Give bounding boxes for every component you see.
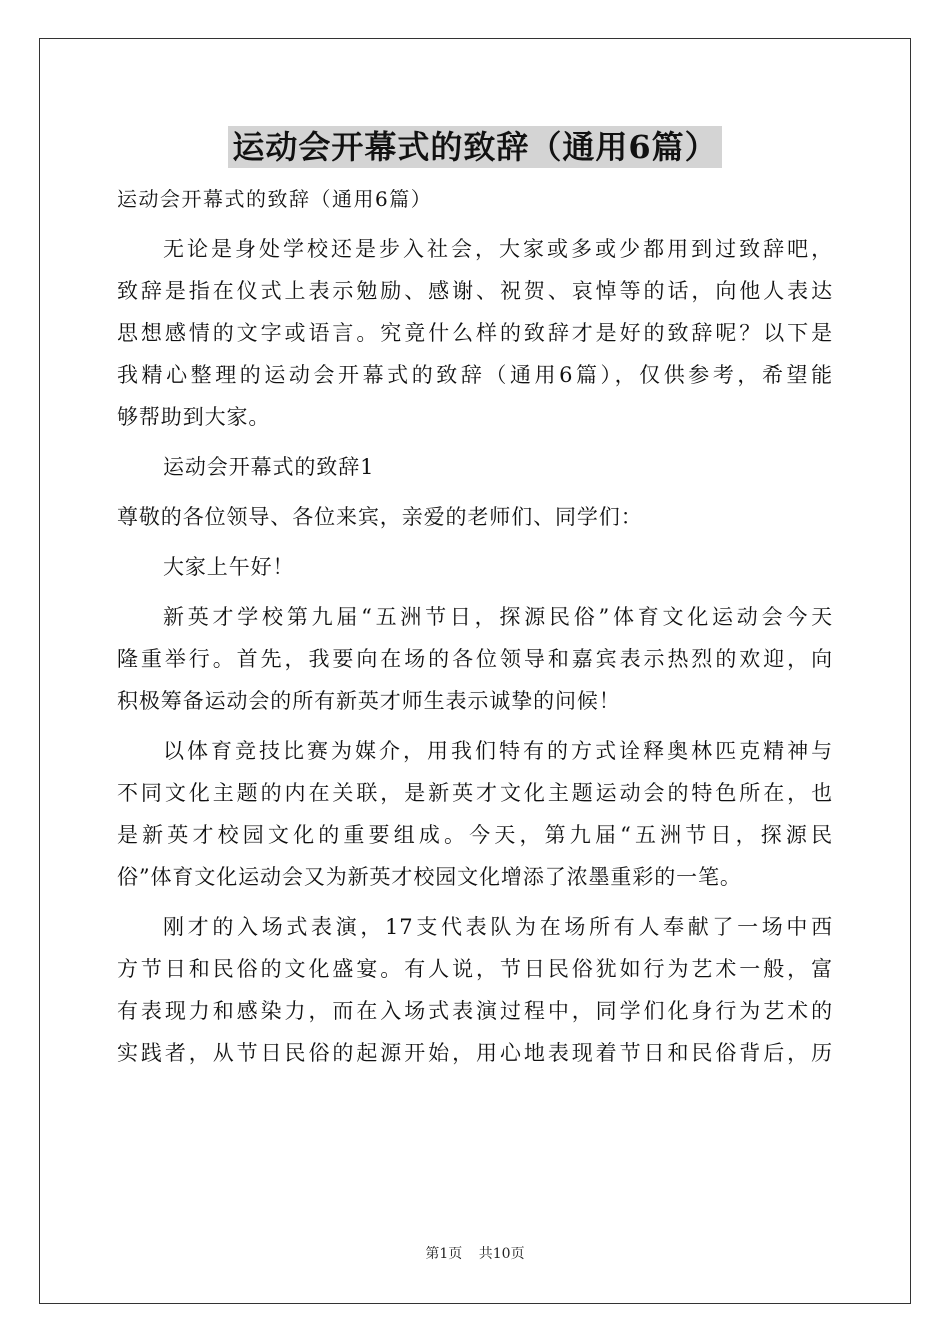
title-container — [0, 126, 950, 168]
paragraph-line: 隆重举行。首先，我要向在场的各位领导和嘉宾表示热烈的欢迎，向 — [117, 647, 833, 671]
paragraph-line: 方节日和民俗的文化盛宴。有人说，节日民俗犹如行为艺术一般，富 — [117, 957, 833, 981]
intro-line: 我精心整理的运动会开幕式的致辞（通用6篇），仅供参考，希望能 — [117, 363, 833, 387]
paragraph-line: 不同文化主题的内在关联，是新英才文化主题运动会的特色所在，也 — [117, 781, 833, 805]
intro-line: 无论是身处学校还是步入社会，大家或多或少都用到过致辞吧， — [163, 237, 833, 261]
paragraph-line: 刚才的入场式表演，17支代表队为在场所有人奉献了一场中西 — [163, 915, 833, 939]
page-footer — [0, 1244, 950, 1264]
document-title: 运动会开幕式的致辞（通用6篇） — [228, 126, 721, 168]
salutation: 尊敬的各位领导、各位来宾，亲爱的老师们、同学们： — [117, 505, 643, 529]
intro-line: 致辞是指在仪式上表示勉励、感谢、祝贺、哀悼等的话，向他人表达 — [117, 279, 833, 303]
paragraph-line: 有表现力和感染力，而在入场式表演过程中，同学们化身行为艺术的 — [117, 999, 833, 1023]
page-number: 第1页 — [425, 1246, 463, 1262]
paragraph-line: 俗”体育文化运动会又为新英才校园文化增添了浓墨重彩的一笔。 — [117, 865, 742, 889]
paragraph-line: 是新英才校园文化的重要组成。今天，第九届“五洲节日，探源民 — [117, 823, 833, 847]
document-body — [117, 178, 833, 1074]
intro-line: 思想感情的文字或语言。究竟什么样的致辞才是好的致辞呢？以下是 — [117, 321, 833, 345]
section-heading: 运动会开幕式的致辞1 — [163, 455, 375, 479]
document-subtitle: 运动会开幕式的致辞（通用6篇） — [117, 187, 433, 211]
paragraph-line: 以体育竞技比赛为媒介，用我们特有的方式诠释奥林匹克精神与 — [163, 739, 833, 763]
paragraph-line: 积极筹备运动会的所有新英才师生表示诚挚的问候！ — [117, 689, 621, 713]
paragraph-line: 实践者，从节日民俗的起源开始，用心地表现着节日和民俗背后，历 — [117, 1041, 833, 1065]
paragraph-line: 新英才学校第九届“五洲节日，探源民俗”体育文化运动会今天 — [163, 605, 833, 629]
intro-line: 够帮助到大家。 — [117, 405, 271, 429]
page-total: 共10页 — [478, 1246, 525, 1262]
greeting: 大家上午好！ — [163, 555, 295, 579]
